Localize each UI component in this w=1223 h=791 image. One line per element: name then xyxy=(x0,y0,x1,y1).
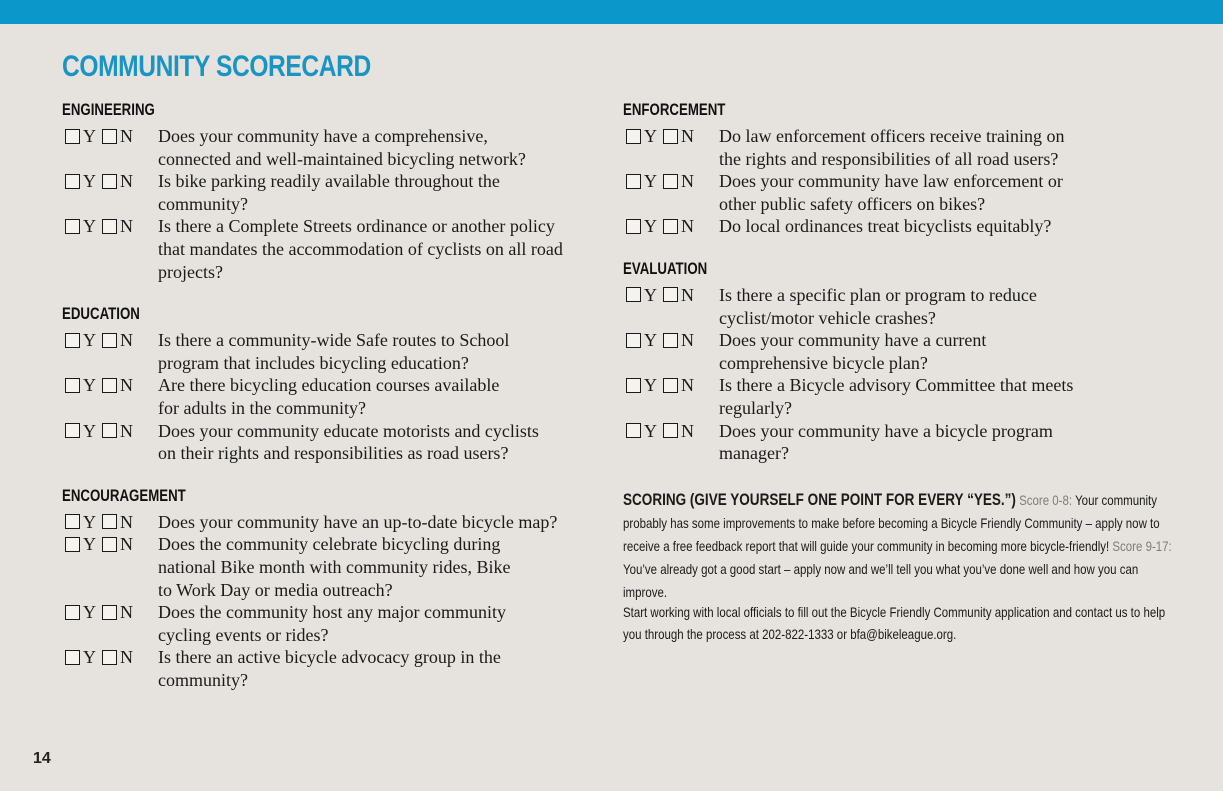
yes-label: Y xyxy=(644,126,657,146)
yes-no-checkboxes xyxy=(62,170,158,192)
yes-no-checkboxes xyxy=(62,420,158,442)
no-label: N xyxy=(120,534,133,555)
question-text xyxy=(158,601,582,646)
yes-checkbox[interactable] xyxy=(65,219,80,234)
no-checkbox[interactable] xyxy=(102,514,117,529)
yes-checkbox[interactable] xyxy=(65,129,80,144)
yes-label: Y xyxy=(83,216,96,237)
yes-no-checkboxes xyxy=(62,329,158,351)
question-text xyxy=(158,170,582,215)
question-text xyxy=(719,125,1183,170)
no-label: N xyxy=(120,375,133,396)
yes-checkbox[interactable] xyxy=(65,514,80,529)
question-text xyxy=(719,420,1183,465)
question-line: Is there a Complete Streets ordinance or another policy xyxy=(158,216,555,237)
question-item xyxy=(62,170,582,215)
question-line: projects? xyxy=(158,261,223,282)
no-label: N xyxy=(120,602,133,623)
yes-label: Y xyxy=(83,420,96,441)
no-label: N xyxy=(120,511,133,532)
question-line: Is there a community-wide Safe routes to School xyxy=(158,330,510,351)
question-line: Does the community host any major community xyxy=(158,602,506,623)
section-engineering xyxy=(62,100,582,283)
yes-label: Y xyxy=(83,534,96,555)
question-item xyxy=(623,284,1183,329)
no-label: N xyxy=(120,171,133,192)
no-checkbox[interactable] xyxy=(102,423,117,438)
section-heading: ENGINEERING xyxy=(62,100,155,119)
section-heading: ENCOURAGEMENT xyxy=(62,485,186,505)
yes-label: Y xyxy=(644,420,657,441)
score-text-low: Your community probably has some improvements to make before becoming a Bicycle Friendly Community – apply now to receive a free feedback report that will guide your community in becoming more bicycle-friendly! xyxy=(623,491,1160,554)
yes-checkbox[interactable] xyxy=(65,650,80,665)
question-line: comprehensive bicycle plan? xyxy=(719,352,928,373)
page-number: 14 xyxy=(33,750,51,767)
question-item xyxy=(62,601,582,646)
no-checkbox[interactable] xyxy=(102,174,117,189)
yes-checkbox[interactable] xyxy=(65,537,80,552)
yes-label: Y xyxy=(644,171,657,192)
question-line: community? xyxy=(158,669,248,690)
yes-label: Y xyxy=(83,647,96,668)
question-text xyxy=(719,215,1183,238)
question-item xyxy=(623,374,1183,419)
no-label: N xyxy=(681,375,694,396)
yes-label: Y xyxy=(83,511,96,532)
yes-no-checkboxes xyxy=(623,125,719,147)
no-label: N xyxy=(120,330,133,351)
question-line: manager? xyxy=(719,443,789,464)
question-line: Does your community have a bicycle program xyxy=(719,420,1053,441)
scoring-paragraph xyxy=(623,489,1172,604)
no-checkbox[interactable] xyxy=(102,605,117,620)
no-label: N xyxy=(681,420,694,441)
no-checkbox[interactable] xyxy=(102,333,117,348)
no-checkbox[interactable] xyxy=(663,129,678,144)
yes-checkbox[interactable] xyxy=(65,378,80,393)
question-text xyxy=(158,374,582,419)
yes-checkbox[interactable] xyxy=(626,129,641,144)
question-item xyxy=(623,125,1183,170)
top-banner xyxy=(0,0,1223,24)
question-line: Is bike parking readily available throughout the xyxy=(158,171,500,192)
question-text xyxy=(158,511,582,534)
question-text xyxy=(158,420,582,465)
score-range-low: Score 0-8: xyxy=(1019,491,1073,508)
yes-label: Y xyxy=(644,375,657,396)
question-line: that mandates the accommodation of cyclists on all road xyxy=(158,238,563,259)
section-heading: EDUCATION xyxy=(62,304,140,324)
question-line: Do law enforcement officers receive training on xyxy=(719,126,1065,146)
section-education xyxy=(62,304,582,465)
no-label: N xyxy=(681,171,694,192)
section-heading: ENFORCEMENT xyxy=(623,100,726,119)
question-item xyxy=(62,420,582,465)
yes-no-checkboxes xyxy=(62,646,158,668)
yes-label: Y xyxy=(83,171,96,192)
yes-checkbox[interactable] xyxy=(65,174,80,189)
yes-no-checkboxes xyxy=(623,329,719,351)
yes-label: Y xyxy=(83,330,96,351)
no-label: N xyxy=(120,647,133,668)
question-line: to Work Day or media outreach? xyxy=(158,579,393,600)
no-checkbox[interactable] xyxy=(102,537,117,552)
yes-label: Y xyxy=(83,602,96,623)
scoring-heading: SCORING (GIVE YOURSELF ONE POINT FOR EVERY “YES.”) xyxy=(623,490,1016,509)
question-line: Does your community have law enforcement or xyxy=(719,171,1063,192)
yes-label: Y xyxy=(83,126,96,146)
question-line: Does the community celebrate bicycling during xyxy=(158,534,501,555)
yes-no-checkboxes xyxy=(623,420,719,442)
yes-no-checkboxes xyxy=(623,284,719,306)
yes-checkbox[interactable] xyxy=(626,219,641,234)
no-checkbox[interactable] xyxy=(102,219,117,234)
question-text xyxy=(719,170,1183,215)
no-label: N xyxy=(681,284,694,305)
question-line: on their rights and responsibilities as road users? xyxy=(158,443,509,464)
question-line: program that includes bicycling education? xyxy=(158,352,469,373)
yes-no-checkboxes xyxy=(62,601,158,623)
question-line: Are there bicycling education courses available xyxy=(158,375,500,396)
question-item xyxy=(62,329,582,374)
no-label: N xyxy=(120,216,133,237)
right-column xyxy=(623,100,1183,646)
yes-checkbox[interactable] xyxy=(626,423,641,438)
question-item xyxy=(623,420,1183,465)
page-title: COMMUNITY SCORECARD xyxy=(62,50,371,83)
question-item xyxy=(623,329,1183,374)
yes-label: Y xyxy=(83,375,96,396)
question-item xyxy=(623,215,1183,238)
question-text xyxy=(719,329,1183,374)
section-evaluation xyxy=(623,259,1183,465)
yes-label: Y xyxy=(644,216,657,237)
no-checkbox[interactable] xyxy=(663,219,678,234)
question-line: Do local ordinances treat bicyclists equitably? xyxy=(719,216,1052,237)
yes-no-checkboxes xyxy=(623,170,719,192)
yes-checkbox[interactable] xyxy=(65,605,80,620)
yes-no-checkboxes xyxy=(62,374,158,396)
question-text xyxy=(719,284,1183,329)
yes-checkbox[interactable] xyxy=(626,378,641,393)
yes-no-checkboxes xyxy=(62,125,158,147)
yes-checkbox[interactable] xyxy=(65,333,80,348)
no-label: N xyxy=(681,216,694,237)
question-text xyxy=(158,215,582,283)
question-line: Does your community have a current xyxy=(719,330,987,351)
no-checkbox[interactable] xyxy=(102,129,117,144)
question-line: connected and well-maintained bicycling network? xyxy=(158,148,526,169)
question-text xyxy=(719,374,1183,419)
contact-paragraph: Start working with local officials to fill out the Bicycle Friendly Community application and contact us to help you through the process at 202-822-1333 or bfa@bikeleague.org. xyxy=(623,603,1166,643)
question-text xyxy=(158,329,582,374)
question-item xyxy=(62,125,582,170)
question-line: regularly? xyxy=(719,397,792,418)
score-range-high: Score 9-17: xyxy=(1112,537,1172,554)
no-checkbox[interactable] xyxy=(663,423,678,438)
question-line: Does your community have an up-to-date bicycle map? xyxy=(158,511,558,532)
no-label: N xyxy=(120,420,133,441)
yes-label: Y xyxy=(644,284,657,305)
question-item xyxy=(62,646,582,691)
section-enforcement xyxy=(623,100,1183,238)
question-item xyxy=(623,170,1183,215)
left-column xyxy=(62,100,582,712)
question-line: Does your community have a comprehensive, xyxy=(158,126,488,146)
question-line: the rights and responsibilities of all road users? xyxy=(719,148,1059,169)
yes-no-checkboxes xyxy=(62,533,158,555)
question-item xyxy=(62,511,582,534)
no-checkbox[interactable] xyxy=(663,333,678,348)
question-line: community? xyxy=(158,193,248,214)
yes-checkbox[interactable] xyxy=(626,333,641,348)
question-line: other public safety officers on bikes? xyxy=(719,193,986,214)
question-line: Is there a specific plan or program to reduce xyxy=(719,284,1037,305)
yes-checkbox[interactable] xyxy=(65,423,80,438)
no-label: N xyxy=(681,126,694,146)
question-text xyxy=(158,533,582,601)
question-line: cycling events or rides? xyxy=(158,624,329,645)
yes-label: Y xyxy=(644,330,657,351)
no-label: N xyxy=(120,126,133,146)
question-text xyxy=(158,125,582,170)
question-line: Is there an active bicycle advocacy group in the xyxy=(158,647,501,668)
no-label: N xyxy=(681,330,694,351)
no-checkbox[interactable] xyxy=(102,650,117,665)
question-line: for adults in the community? xyxy=(158,397,366,418)
yes-checkbox[interactable] xyxy=(626,287,641,302)
question-item xyxy=(62,374,582,419)
question-item xyxy=(62,533,582,601)
yes-no-checkboxes xyxy=(623,374,719,396)
question-text xyxy=(158,646,582,691)
score-text-high: You’ve already got a good start – apply now and we’ll tell you what you’ve done well and how you can improve. xyxy=(623,560,1139,600)
no-checkbox[interactable] xyxy=(663,287,678,302)
yes-no-checkboxes xyxy=(623,215,719,237)
section-heading: EVALUATION xyxy=(623,258,708,278)
yes-no-checkboxes xyxy=(62,511,158,533)
question-line: Is there a Bicycle advisory Committee that meets xyxy=(719,375,1074,396)
yes-checkbox[interactable] xyxy=(626,174,641,189)
section-encouragement xyxy=(62,486,582,692)
question-line: Does your community educate motorists and cyclists xyxy=(158,420,539,441)
no-checkbox[interactable] xyxy=(663,378,678,393)
question-line: national Bike month with community rides, Bike xyxy=(158,556,511,577)
question-item xyxy=(62,215,582,283)
yes-no-checkboxes xyxy=(62,215,158,237)
no-checkbox[interactable] xyxy=(663,174,678,189)
no-checkbox[interactable] xyxy=(102,378,117,393)
question-line: cyclist/motor vehicle crashes? xyxy=(719,307,936,328)
